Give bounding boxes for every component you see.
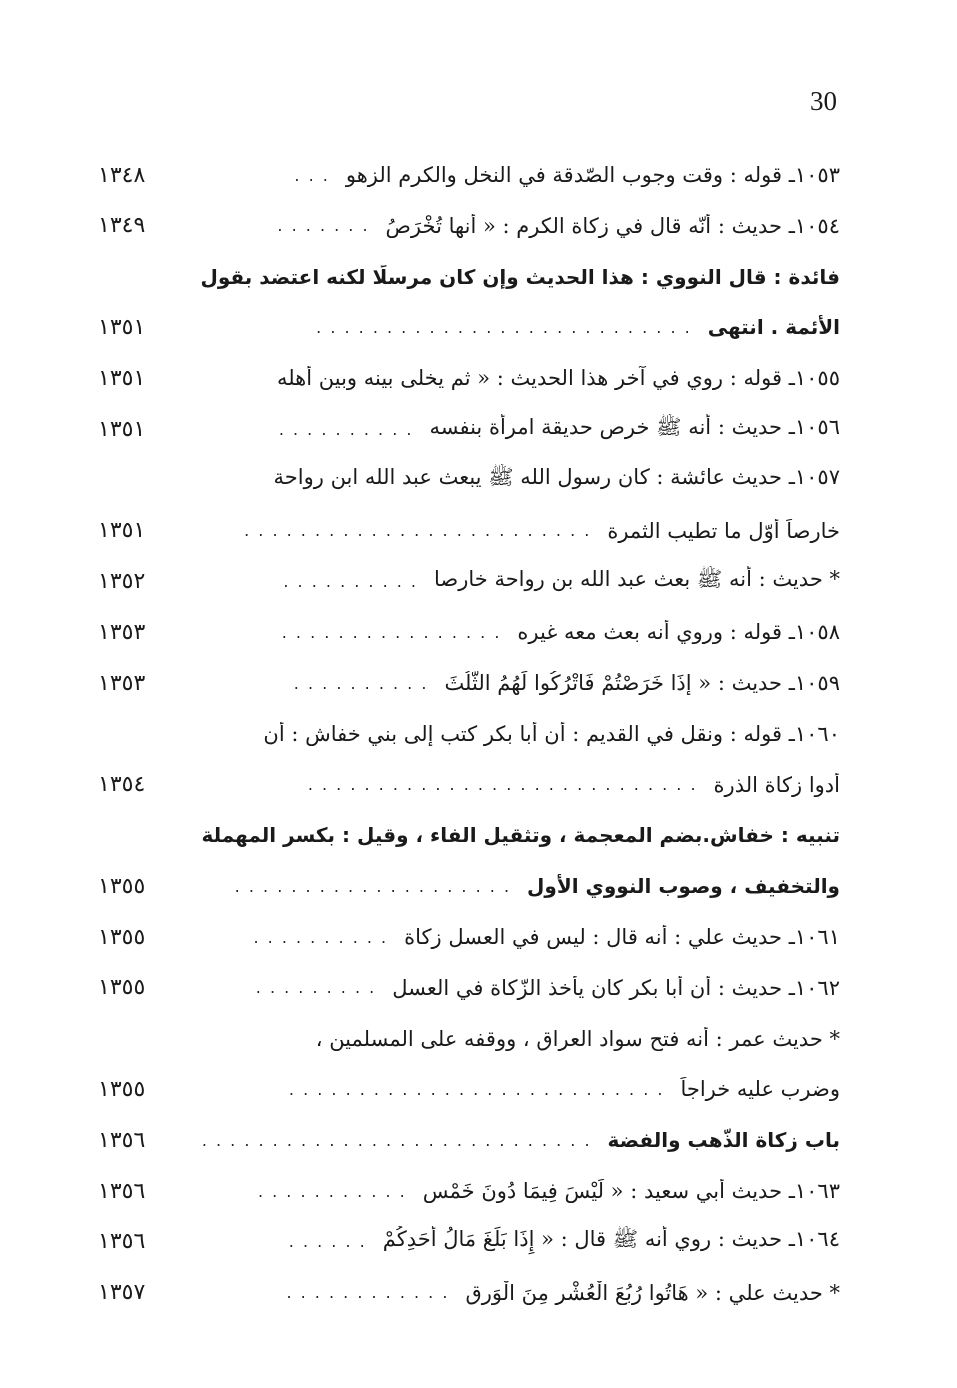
entry-title: ١٠٥٣ـ قوله : وقت وجوب الصّدقة في النخل والكرم الزهو bbox=[345, 163, 840, 187]
entry-title: أدوا زكاة الذرة bbox=[713, 772, 840, 797]
toc-entry bbox=[98, 760, 840, 810]
entry-title: ١٠٦٤ـ حديث : روي أنه ﷺ قال : « إِذَا بَلَغَ مَالُ أَحَدِكُمْ bbox=[382, 1227, 840, 1252]
entry-title: الأئمة . انتهى bbox=[707, 315, 840, 340]
entry-page-number: ١٣٥٤ bbox=[98, 772, 146, 798]
entry-title: ١٠٦٣ـ حديث أبي سعيد : « لَيْسَ فِيمَا دُونَ خَمْسٍ bbox=[422, 1179, 840, 1203]
entry-leader-dots: . . . . . . . . . . . . . . . . . . . . . . . . . . . bbox=[288, 1079, 665, 1099]
entry-page-number: ١٣٥٧ bbox=[98, 1280, 146, 1306]
entry-text-wrapper bbox=[166, 1128, 840, 1152]
toc-entry bbox=[98, 861, 840, 911]
entry-text-wrapper bbox=[166, 1077, 840, 1101]
entry-text-wrapper bbox=[166, 214, 840, 238]
entry-page-number: ١٣٥٦ bbox=[98, 1229, 146, 1255]
page-number: 30 bbox=[810, 86, 837, 116]
entry-text-wrapper bbox=[166, 823, 840, 847]
entry-page-number: ١٣٥١ bbox=[98, 518, 146, 544]
toc-entry bbox=[98, 1217, 840, 1267]
entry-text-wrapper bbox=[166, 671, 840, 695]
entry-page-number: ١٣٥١ bbox=[98, 314, 146, 340]
entry-title: فائدة : قال النووي : هذا الحديث وإن كان مرسلًا لكنه اعتضد بقول bbox=[200, 264, 840, 289]
entry-leader-dots: . . . . . . . . . . . . . . . . . . . . . . . . . . . . bbox=[201, 1130, 592, 1150]
entry-text-wrapper bbox=[166, 464, 840, 495]
toc-entry bbox=[98, 709, 840, 759]
entry-title: * حديث : أنه ﷺ بعث عبد الله بن رواحة خارصا bbox=[434, 566, 840, 591]
entry-text-wrapper bbox=[166, 1027, 840, 1051]
entry-text-wrapper bbox=[166, 1226, 840, 1257]
entry-text-wrapper bbox=[166, 519, 840, 543]
entry-title: تنبيه : خفاش.بضم المعجمة ، وتثقيل الفاء ، وقيل : بكسر المهملة bbox=[201, 823, 840, 848]
entry-text-wrapper bbox=[166, 366, 840, 390]
entry-text-wrapper bbox=[166, 1179, 840, 1203]
entry-leader-dots: . . . . . . bbox=[288, 1232, 367, 1252]
entry-leader-dots: . . . bbox=[294, 165, 330, 185]
entry-title: * حديث علي : « هَاتُوا رُبُعَ الْعُشْرِ مِنَ الْوَرِقِ bbox=[465, 1280, 840, 1305]
entry-leader-dots: . . . . . . . . . . . . . . . . . . . . . . . . . . . . bbox=[307, 775, 698, 795]
toc-entry bbox=[98, 963, 840, 1013]
toc-entry bbox=[98, 506, 840, 556]
entry-text-wrapper bbox=[166, 976, 840, 1000]
entry-title: وضرب عليه خراجاً bbox=[680, 1077, 840, 1102]
entry-page-number: ١٣٥١ bbox=[98, 365, 146, 391]
entry-page-number: ١٣٥١ bbox=[98, 416, 146, 442]
toc-entry bbox=[98, 658, 840, 708]
entry-text-wrapper bbox=[166, 163, 840, 187]
entry-text-wrapper bbox=[166, 315, 840, 339]
toc-entry bbox=[98, 607, 840, 657]
toc-entry bbox=[98, 912, 840, 962]
entry-text-wrapper bbox=[166, 773, 840, 797]
entry-leader-dots: . . . . . . . . . . bbox=[253, 927, 389, 947]
entry-title: خارصاً أوّل ما تطيب الثمرة bbox=[607, 518, 840, 543]
toc-entry bbox=[98, 455, 840, 505]
entry-leader-dots: . . . . . . . . . . . . . . . . . . . . bbox=[234, 876, 512, 896]
entry-title: ١٠٦٢ـ حديث : أن أبا بكر كان يأخذ الزّكاة في العسل bbox=[392, 975, 840, 1000]
entry-page-number: ١٣٥٣ bbox=[98, 670, 146, 696]
entry-text-wrapper bbox=[166, 566, 840, 597]
entry-page-number: ١٣٥٥ bbox=[98, 873, 146, 899]
entry-text-wrapper bbox=[166, 265, 840, 289]
entry-page-number: ١٣٥٢ bbox=[98, 568, 146, 594]
entry-text-wrapper bbox=[166, 925, 840, 949]
entry-page-number: ١٣٥٣ bbox=[98, 619, 146, 645]
toc-entry bbox=[98, 1115, 840, 1165]
entry-title: ١٠٦٠ـ قوله : ونقل في القديم : أن أبا بكر كتب إلى بني خفاش : أن bbox=[263, 721, 840, 746]
entry-page-number: ١٣٥٥ bbox=[98, 924, 146, 950]
toc-entry bbox=[98, 150, 840, 200]
toc-entry bbox=[98, 302, 840, 352]
entry-page-number: ١٣٤٩ bbox=[98, 213, 146, 239]
entry-leader-dots: . . . . . . . . . . . . bbox=[286, 1283, 450, 1303]
entry-text-wrapper bbox=[166, 414, 840, 445]
toc-entry bbox=[98, 1166, 840, 1216]
toc-entry bbox=[98, 353, 840, 403]
entry-title: ١٠٥٧ـ حديث عائشة : كان رسول الله ﷺ يبعث عبد الله ابن رواحة bbox=[273, 465, 840, 490]
entry-page-number: ١٣٥٦ bbox=[98, 1127, 146, 1153]
entry-title: والتخفيف ، وصوب النووي الأول bbox=[527, 874, 840, 899]
entry-title: باب زكاة الذّهب والفضة bbox=[607, 1128, 840, 1153]
entry-leader-dots: . . . . . . . . . . . . . . . . . . . . . . . . . . . bbox=[316, 317, 692, 337]
entry-page-number: ١٣٤٨ bbox=[98, 162, 146, 188]
entry-text-wrapper bbox=[166, 874, 840, 898]
toc-entry bbox=[98, 201, 840, 251]
entry-title: * حديث عمر : أنه فتح سواد العراق ، ووقفه على المسلمين ، bbox=[315, 1026, 840, 1051]
entry-leader-dots: . . . . . . . . . . bbox=[293, 673, 429, 693]
toc-entry bbox=[98, 1014, 840, 1064]
toc-entry bbox=[98, 810, 840, 860]
entry-leader-dots: . . . . . . . . . . . . . . . . . . . . . . . . . bbox=[244, 521, 592, 541]
entry-leader-dots: . . . . . . . . . bbox=[255, 978, 377, 998]
entry-text-wrapper bbox=[166, 722, 840, 746]
toc-entry bbox=[98, 556, 840, 606]
entry-title: ١٠٥٤ـ حديث : أنّه قال في زكاة الكرم : « أنها تُخْرَصُ bbox=[385, 213, 840, 238]
entry-title: ١٠٥٦ـ حديث : أنه ﷺ خرص حديقة امرأة بنفسه bbox=[429, 414, 840, 439]
entry-title: ١٠٦١ـ حديث علي : أنه قال : ليس في العسل زكاة bbox=[404, 925, 840, 949]
entry-page-number: ١٣٥٦ bbox=[98, 1178, 146, 1204]
toc-entry bbox=[98, 1268, 840, 1318]
entry-text-wrapper bbox=[166, 1281, 840, 1305]
entry-text-wrapper bbox=[166, 620, 840, 644]
toc-entry bbox=[98, 404, 840, 454]
entry-leader-dots: . . . . . . . . . . bbox=[283, 571, 419, 591]
entry-page-number: ١٣٥٥ bbox=[98, 1076, 146, 1102]
entry-leader-dots: . . . . . . . . . . . bbox=[257, 1181, 407, 1201]
entry-leader-dots: . . . . . . . . . . . . . . . . bbox=[281, 622, 502, 642]
entry-leader-dots: . . . . . . . . . . bbox=[278, 419, 414, 439]
entry-page-number: ١٣٥٥ bbox=[98, 975, 146, 1001]
entry-title: ١٠٥٨ـ قوله : وروي أنه بعث معه غيره bbox=[517, 620, 840, 645]
entry-title: ١٠٥٩ـ حديث : « إِذَا خَرَصْتُمْ فَاتْرُكُوا لَهُمُ الثُّلُثَ bbox=[444, 671, 840, 695]
entry-title: ١٠٥٥ـ قوله : روي في آخر هذا الحديث : « ثم يخلى بينه وبين أهله bbox=[276, 366, 840, 391]
entry-leader-dots: . . . . . . . bbox=[277, 216, 370, 236]
toc-entry bbox=[98, 1064, 840, 1114]
toc-entry bbox=[98, 252, 840, 302]
